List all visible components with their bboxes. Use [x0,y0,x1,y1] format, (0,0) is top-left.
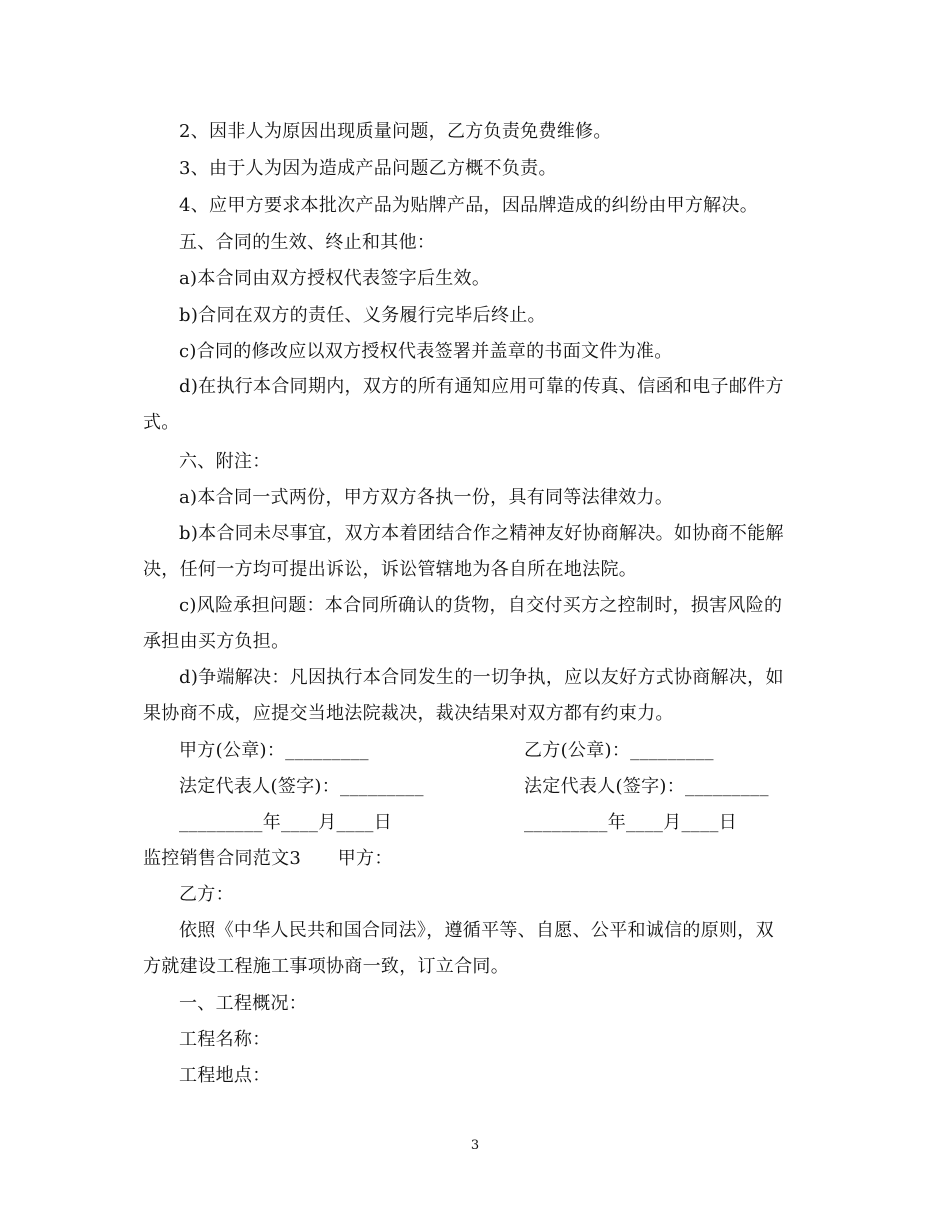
contract-3-party-b: 乙方： [179,884,234,905]
clause-notes-b-line1: b)本合同未尽事宜，双方本着团结合作之精神友好协商解决。如协商不能解 [179,523,784,544]
project-name-field: 工程名称： [179,1029,271,1050]
clause-effect-d-line1: d)在执行本合同期内，双方的所有通知应用可靠的传真、信函和电子邮件方 [179,376,784,397]
section-heading-project-overview: 一、工程概况： [179,993,308,1014]
section-heading-notes: 六、附注： [179,451,271,472]
contract-3-intro-line2: 方就建设工程施工事项协商一致，订立合同。 [143,956,509,977]
clause-notes-d-line1: d)争端解决：凡因执行本合同发生的一切争执，应以友好方式协商解决，如 [179,667,784,688]
clause-notes-c-line1: c)风险承担问题：本合同所确认的货物，自交付买方之控制时，损害风险的 [179,595,783,616]
clause-effect-d-line2: 式。 [143,412,180,433]
project-location-field: 工程地点： [179,1065,271,1086]
section-heading-effect: 五、合同的生效、终止和其他： [179,232,436,253]
clause-effect-b: b)合同在双方的责任、义务履行完毕后终止。 [179,305,546,326]
clause-quality-repair: 2、因非人为原因出现质量问题，乙方负责免费维修。 [179,121,612,142]
clause-notes-b-line2: 决，任何一方均可提出诉讼，诉讼管辖地为各自所在地法院。 [143,559,638,580]
party-b-representative: 法定代表人(签字)：_________ [524,776,769,797]
party-a-seal: 甲方(公章)：_________ [179,740,369,761]
clause-effect-c: c)合同的修改应以双方授权代表签署并盖章的书面文件为准。 [179,341,673,362]
clause-oem-brand: 4、应甲方要求本批次产品为贴牌产品，因品牌造成的纠纷由甲方解决。 [179,195,759,216]
party-b-date: _________年____月____日 [524,812,737,833]
clause-notes-c-line2: 承担由买方负担。 [143,631,290,652]
party-b-seal: 乙方(公章)：_________ [524,740,714,761]
clause-effect-a: a)本合同由双方授权代表签字后生效。 [179,268,491,289]
clause-human-cause: 3、由于人为因为造成产品问题乙方概不负责。 [179,158,557,179]
page-number: 3 [470,1138,480,1153]
party-a-representative: 法定代表人(签字)：_________ [179,776,424,797]
clause-notes-a: a)本合同一式两份，甲方双方各执一份，具有同等法律效力。 [179,487,674,508]
party-a-date: _________年____月____日 [179,812,392,833]
contract-3-heading: 监控销售合同范文3 甲方： [143,848,393,869]
clause-notes-d-line2: 果协商不成，应提交当地法院裁决，裁决结果对双方都有约束力。 [143,703,674,724]
contract-3-intro-line1: 依照《中华人民共和国合同法》，遵循平等、自愿、公平和诚信的原则，双 [179,920,774,941]
